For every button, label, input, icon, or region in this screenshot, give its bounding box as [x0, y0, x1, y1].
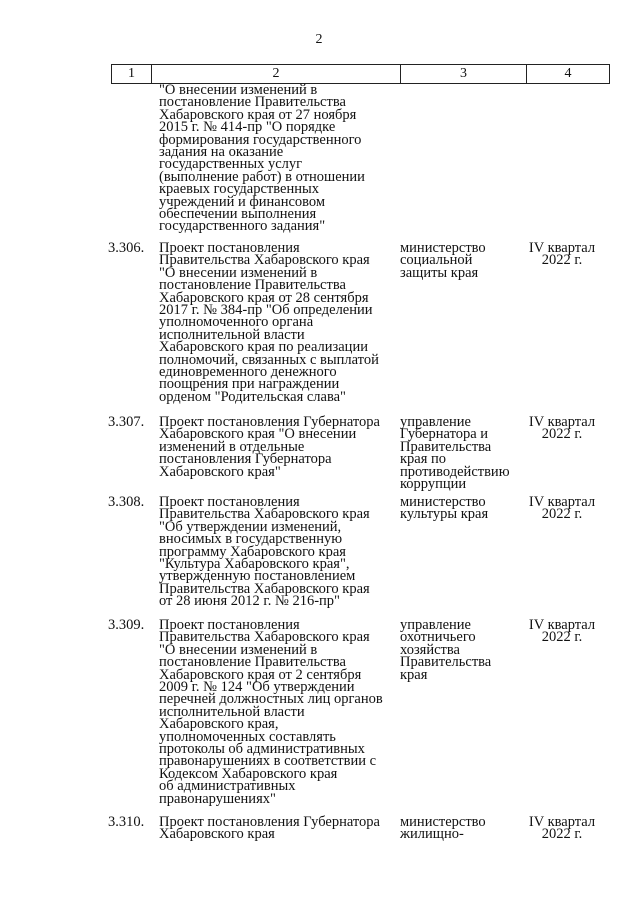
row-executor: министерство жилищно-: [400, 814, 486, 843]
page-number: 2: [315, 32, 323, 47]
row-deadline: IV квартал 2022 г.: [528, 240, 596, 269]
column-header-2: 2: [152, 65, 401, 83]
row-number: 3.306.: [108, 240, 145, 256]
row-number: 3.308.: [108, 494, 145, 510]
column-header-1: 1: [112, 65, 152, 83]
row-title: Проект постановления Правительства Хабаровского края "О внесении изменений в постановление Правительства Хабаровского края от 2 сентября 2009 г. № 124 "Об утверждении перечней должностных лиц органов исполнительной власти Хабаровского края, уполномоченных составлять протоколы об административных правонарушениях в соответствии с Кодексом Хабаровского края об административных правонарушениях": [159, 617, 383, 807]
row-deadline: IV квартал 2022 г.: [528, 617, 596, 646]
row-executor: управление Губернатора и Правительства края по противодействию коррупции: [400, 414, 510, 493]
row-title: Проект постановления Правительства Хабаровского края "О внесении изменений в постановление Правительства Хабаровского края от 28 сентября 2017 г. № 384-пр "Об определении уполномоченного органа исполнительной власти Хабаровского края по реализации полномочий, связанных с выплатой единовременного денежного поощрения при награждении орденом "Родительская слава": [159, 240, 379, 405]
row-title: Проект постановления Губернатора Хабаровского края "О внесении изменений в отдельные постановления Губернатора Хабаровского края": [159, 414, 380, 480]
row-executor: министерство социальной защиты края: [400, 240, 486, 281]
table-header: [111, 64, 610, 84]
row-deadline: IV квартал 2022 г.: [528, 814, 596, 843]
row-number: 3.307.: [108, 414, 145, 430]
row-deadline: IV квартал 2022 г.: [528, 494, 596, 523]
row-deadline: IV квартал 2022 г.: [528, 414, 596, 443]
column-header-3: 3: [401, 65, 527, 83]
row-title: Проект постановления Правительства Хабаровского края "Об утверждении изменений, вносимых в государственную программу Хабаровского края "Культура Хабаровского края", утвержденную постановлением Правительства Хабаровского края от 28 июня 2012 г. № 216-пр": [159, 494, 370, 610]
row-executor: министерство культуры края: [400, 494, 489, 523]
row-number: 3.309.: [108, 617, 145, 633]
column-header-4: 4: [564, 66, 572, 81]
continuation-text: "О внесении изменений в постановление Правительства Хабаровского края от 27 ноября 2015 г. № 414-пр "О порядке формирования государственного задания на оказание государственных услуг (выполнение работ) в отношении краевых государственных учреждений и финансовом обеспечении выполнения государственного задания": [159, 82, 365, 235]
row-number: 3.310.: [108, 814, 145, 830]
row-executor: управление охотничьего хозяйства Правительства края: [400, 617, 492, 683]
row-title: Проект постановления Губернатора Хабаровского края: [159, 814, 380, 843]
